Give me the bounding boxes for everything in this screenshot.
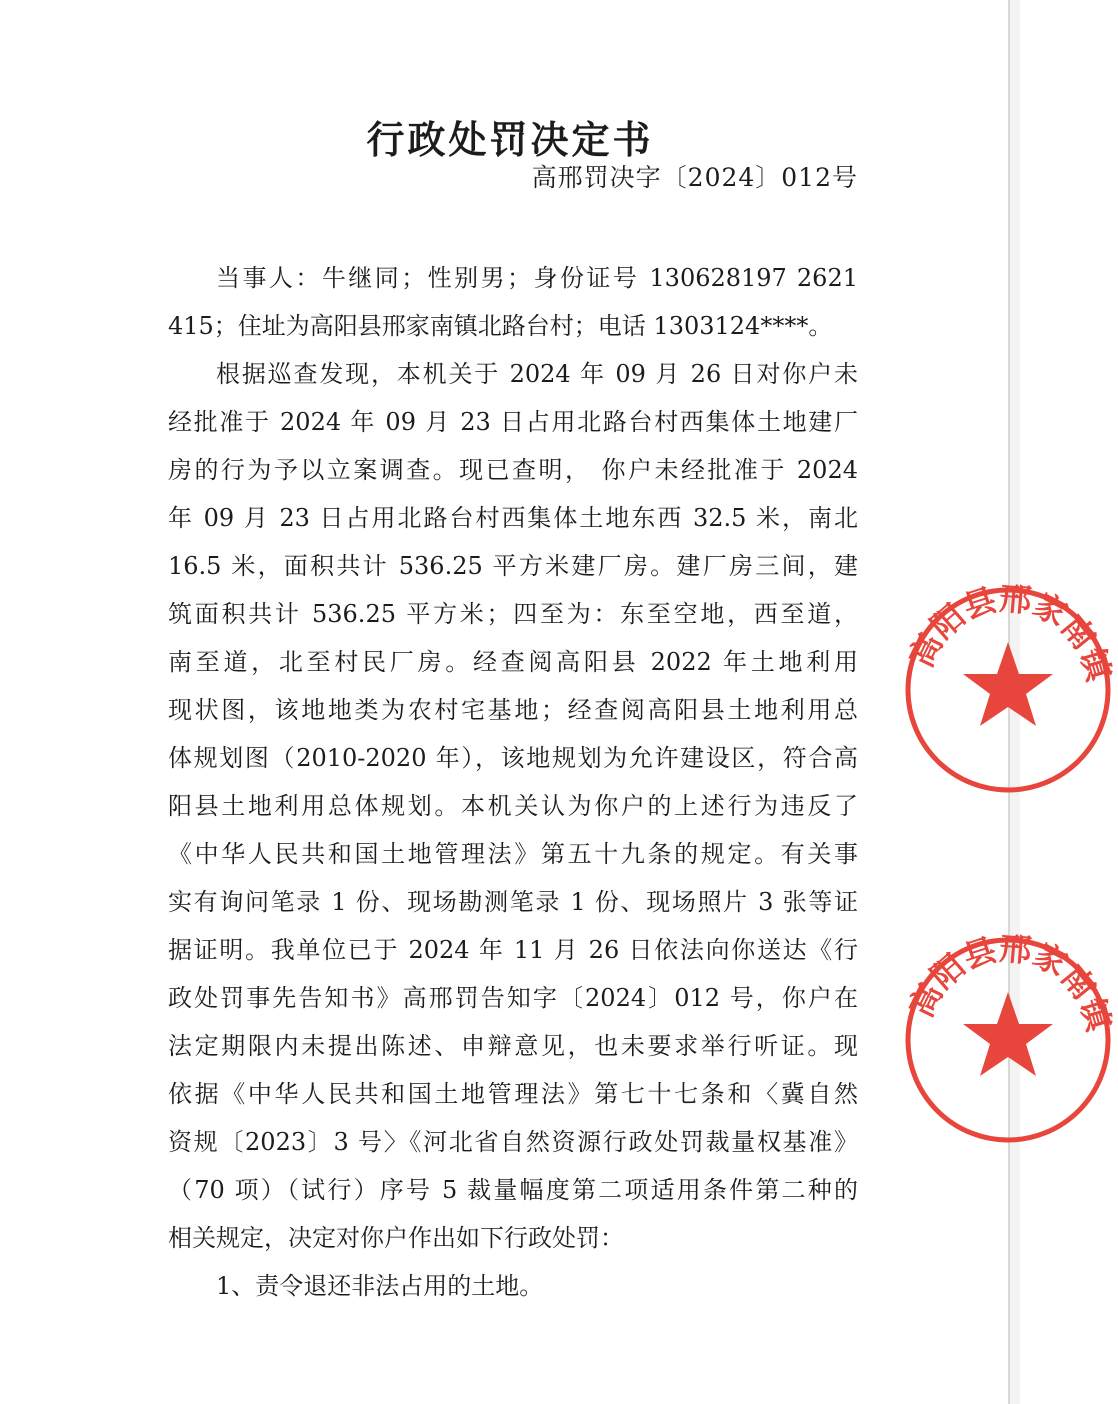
body-line: 《中华人民共和国土地管理法》第五十九条的规定。有关事	[168, 840, 858, 868]
body-line: 依据《中华人民共和国土地管理法》第七十七条和〈冀自然	[168, 1080, 858, 1108]
body-line: 政处罚事先告知书》高邢罚告知字〔2024〕012 号，你户在	[168, 984, 858, 1012]
body-line: 阳县土地利用总体规划。本机关认为你户的上述行为违反了	[168, 792, 858, 820]
body-line: （70 项）（试行）序号 5 裁量幅度第二项适用条件第二种的	[168, 1176, 858, 1204]
body-line: 经批准于 2024 年 09 月 23 日占用北路台村西集体土地建厂	[168, 408, 858, 436]
body-line: 415；住址为高阳县邢家南镇北路台村；电话 1303124****。	[168, 312, 833, 340]
seal-text: 高阳县邢家南镇	[902, 930, 1118, 1036]
document-number: 高邢罚决字〔2024〕012号	[531, 163, 858, 192]
official-seal-stamp	[898, 580, 1118, 800]
body-line: 房的行为予以立案调查。现已查明， 你户未经批准于 2024	[168, 456, 858, 484]
body-line: 体规划图（2010-2020 年），该地规划为允许建设区，符合高	[168, 744, 858, 772]
official-seal-stamp	[898, 930, 1118, 1150]
body-line: 南至道，北至村民厂房。经查阅高阳县 2022 年土地利用	[168, 648, 858, 676]
body-line: 16.5 米，面积共计 536.25 平方米建厂房。建厂房三间，建	[168, 552, 858, 580]
seal-star-icon	[963, 642, 1053, 726]
body-line: 1、责令退还非法占用的土地。	[216, 1272, 544, 1300]
document-title: 行政处罚决定书	[366, 117, 654, 162]
body-line: 年 09 月 23 日占用北路台村西集体土地东西 32.5 米，南北	[168, 504, 858, 532]
body-line: 根据巡查发现，本机关于 2024 年 09 月 26 日对你户未	[216, 360, 858, 388]
body-line: 法定期限内未提出陈述、申辩意见，也未要求举行听证。现	[168, 1032, 858, 1060]
document-body	[168, 254, 858, 1310]
seal-text: 高阳县邢家南镇	[902, 580, 1118, 686]
seal-star-icon	[963, 992, 1053, 1076]
body-line: 筑面积共计 536.25 平方米；四至为：东至空地，西至道，	[168, 600, 858, 628]
body-line: 资规〔2023〕3 号〉《河北省自然资源行政处罚裁量权基准》	[168, 1128, 858, 1156]
body-line: 据证明。我单位已于 2024 年 11 月 26 日依法向你送达《行	[168, 936, 858, 964]
body-line: 当事人：牛继同；性别男；身份证号 130628197 2621	[216, 264, 858, 292]
body-line: 实有询问笔录 1 份、现场勘测笔录 1 份、现场照片 3 张等证	[168, 888, 858, 916]
body-line: 相关规定，决定对你户作出如下行政处罚：	[168, 1224, 624, 1252]
body-line: 现状图，该地地类为农村宅基地；经查阅高阳县土地利用总	[168, 696, 858, 724]
